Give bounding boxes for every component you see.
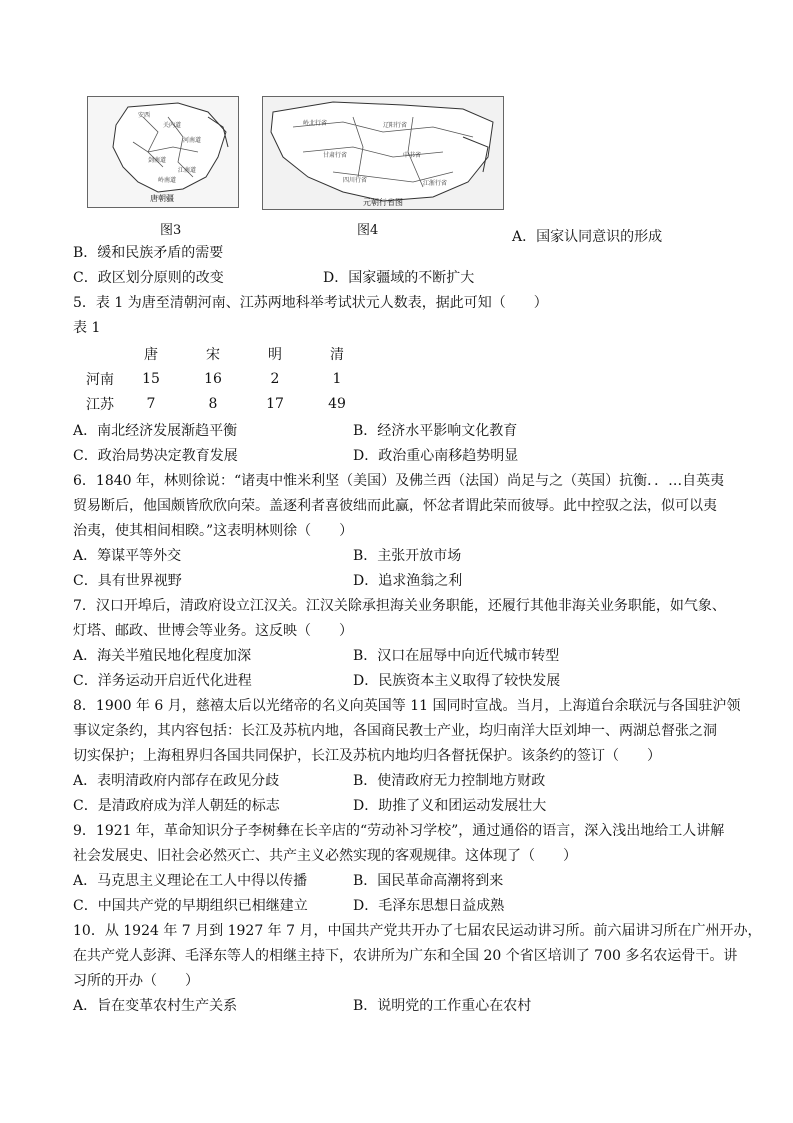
q8-option-d: D．助推了义和团运动发展壮大	[353, 798, 547, 814]
table-row	[80, 366, 368, 391]
q4-option-b: B．缓和民族矛盾的需要	[73, 245, 224, 261]
table-cell: 江苏	[86, 396, 114, 413]
q6-option-b: B．主张开放市场	[353, 548, 462, 564]
q7-option-b: B．汉口在屈辱中向近代城市转型	[353, 648, 560, 664]
svg-text:河南道: 河南道	[183, 137, 202, 144]
q6-option-c: C．具有世界视野	[73, 573, 182, 589]
q9-option-d: D．毛泽东思想日益成熟	[353, 898, 505, 914]
figure-4-map	[262, 96, 504, 210]
yuan-map-image	[263, 97, 503, 209]
q8-option-b: B．使清政府无力控制地方财政	[353, 773, 546, 789]
q7-stem-line-2: 灯塔、邮政、世博会等业务。这反映（ ）	[73, 623, 353, 639]
q9-stem-line-1: 9．1921 年，革命知识分子李树彝在长辛店的“劳动补习学校”，通过通俗的语言，深入浅出地给工人讲解	[73, 823, 725, 839]
q8-stem-line-3: 切实保护；上海租界归各国共同保护，长江及苏杭内地均归各督抚保护。该条约的签订（ ）	[73, 748, 661, 764]
table-cell: 16	[204, 370, 222, 387]
q5-table-label: 表 1	[73, 320, 101, 336]
table-cell: 49	[328, 395, 346, 412]
q9-option-a: A．马克思主义理论在工人中得以传播	[73, 873, 308, 889]
q7-stem-line-1: 7．汉口开埠后，清政府设立江汉关。江汉关除承担海关业务职能，还履行其他非海关业务职能，如气象、	[73, 598, 726, 614]
q10-stem-line-1: 10．从 1924 年 7 月到 1927 年 7 月，中国共产党共开办了七届农民运动讲习所。前六届讲习所在广州开办，	[73, 923, 762, 939]
q9-option-b: B．国民革命高潮将到来	[353, 873, 504, 889]
q8-stem-line-1: 8．1900 年 6 月，慈禧太后以光绪帝的名义向英国等 11 国同时宣战。当月，上海道台余联沅与各国驻沪领	[73, 698, 741, 714]
q5-option-c: C．政治局势决定教育发展	[73, 448, 238, 464]
figure-4-caption: 图4	[357, 223, 379, 238]
q5-stem: 5．表 1 为唐至清朝河南、江苏两地科举考试状元人数表，据此可知（ ）	[73, 295, 548, 311]
table-cell: 1	[332, 370, 342, 387]
figure-3-map	[87, 96, 239, 208]
svg-text:岭南道: 岭南道	[158, 177, 177, 184]
q8-option-c: C．是清政府成为洋人朝廷的标志	[73, 798, 280, 814]
q7-option-a: A．海关半殖民地化程度加深	[73, 648, 252, 664]
svg-text:安西: 安西	[138, 112, 151, 119]
q9-option-c: C．中国共产党的早期组织已相继建立	[73, 898, 308, 914]
svg-text:四川行省: 四川行省	[343, 177, 368, 184]
q9-stem-line-2: 社会发展史、旧社会必然灭亡、共产主义必然实现的客观规律。这体现了（ ）	[73, 848, 577, 864]
tang-map-image	[88, 97, 238, 207]
table-cell: 2	[270, 370, 280, 387]
q10-stem-line-3: 习所的开办（ ）	[73, 973, 199, 989]
table-cell: 河南	[86, 371, 114, 388]
q10-stem-line-2: 在共产党人彭湃、毛泽东等人的相继主持下，农讲所为广东和全国 20 个省区培训了 700 多名农运骨干。讲	[73, 948, 738, 964]
table-header-cell: 明	[268, 346, 282, 363]
table-cell: 8	[208, 395, 218, 412]
q6-stem-line-2: 贸易断后，他国颇皆欣欣向荣。盖逐利者喜彼绌而此赢，怀忿者谓此荣而彼辱。此中控驭之法，似可以夷	[73, 498, 717, 514]
figure-3-caption: 图3	[160, 223, 182, 238]
svg-text:中书省: 中书省	[403, 152, 422, 159]
q6-option-a: A．筹谋平等外交	[73, 548, 182, 564]
figure-4-map-label: 元朝行省图	[363, 198, 403, 207]
q8-option-a: A．表明清政府内部存在政见分歧	[73, 773, 280, 789]
table-cell: 17	[266, 395, 284, 412]
figure-3-map-label: 唐朝疆	[150, 194, 174, 203]
table-header-row	[80, 341, 368, 366]
q7-option-d: D．民族资本主义取得了较快发展	[353, 673, 561, 689]
table-header-cell	[80, 341, 120, 366]
q5-option-a: A．南北经济发展渐趋平衡	[73, 423, 238, 439]
table-header-cell: 唐	[144, 346, 158, 363]
q4-option-d: D．国家疆域的不断扩大	[323, 270, 475, 286]
table-header-cell: 清	[330, 346, 344, 363]
q6-stem-line-3: 治夷，使其相间相睽。”这表明林则徐（ ）	[73, 523, 354, 539]
svg-text:甘肃行省: 甘肃行省	[323, 152, 348, 159]
svg-text:江南道: 江南道	[178, 167, 197, 174]
q5-table	[80, 341, 368, 416]
q8-stem-line-2: 事议定条约，其内容包括：长江及苏杭内地，各国商民教士产业，均归南洋大臣刘坤一、两湖总督张之洞	[73, 723, 717, 739]
q5-option-b: B．经济水平影响文化教育	[353, 423, 518, 439]
q5-option-d: D．政治重心南移趋势明显	[353, 448, 519, 464]
svg-text:江浙行省: 江浙行省	[423, 180, 448, 187]
q7-option-c: C．洋务运动开启近代化进程	[73, 673, 252, 689]
table-header-cell: 宋	[206, 346, 220, 363]
svg-text:关内道: 关内道	[163, 122, 182, 129]
table-row	[80, 391, 368, 416]
q4-option-a: A．国家认同意识的形成	[512, 229, 663, 245]
svg-text:辽阳行省: 辽阳行省	[383, 122, 408, 129]
table-cell: 7	[146, 395, 156, 412]
q6-option-d: D．追求渔翁之利	[353, 573, 463, 589]
q6-stem-line-1: 6．1840 年，林则徐说：“诸夷中惟米利坚（美国）及佛兰西（法国）尚足与之（英国）抗衡．．…自英夷	[73, 473, 725, 489]
q10-option-b: B．说明党的工作重心在农村	[353, 998, 532, 1014]
q10-option-a: A．旨在变革农村生产关系	[73, 998, 238, 1014]
q4-option-c: C．政区划分原则的改变	[73, 270, 224, 286]
svg-text:剑南道: 剑南道	[148, 157, 167, 164]
table-cell: 15	[142, 370, 160, 387]
svg-text:岭北行省: 岭北行省	[303, 120, 328, 127]
